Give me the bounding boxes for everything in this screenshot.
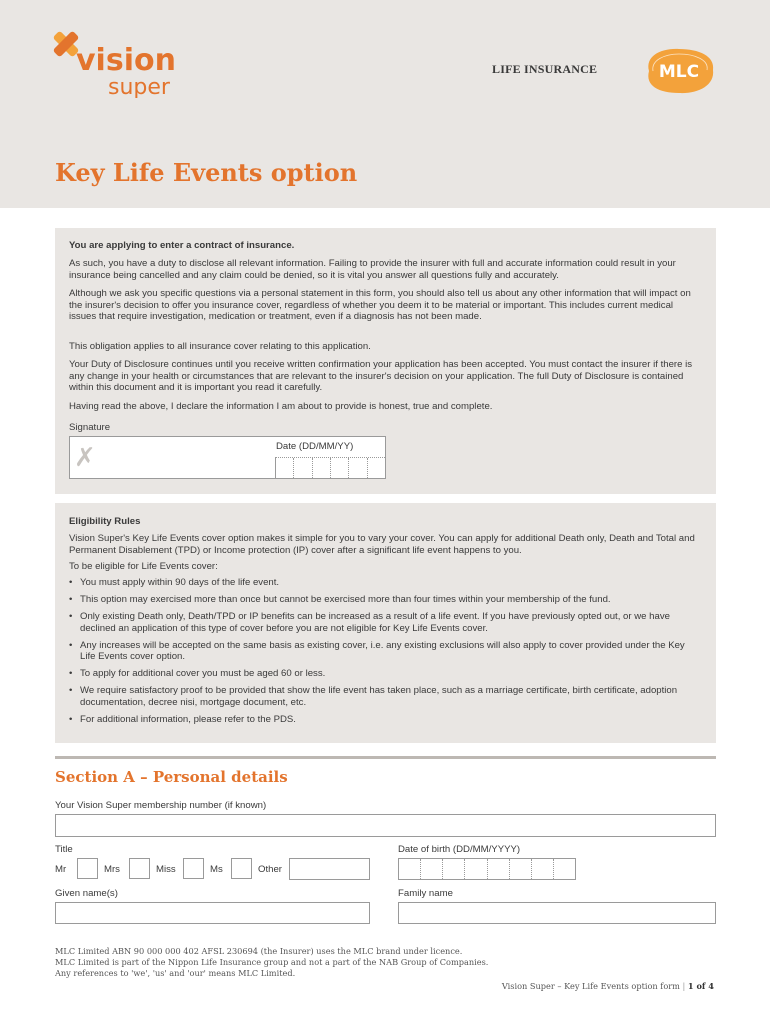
title-mr-checkbox[interactable] bbox=[77, 858, 98, 879]
dob-label: Date of birth (DD/MM/YYYY) bbox=[398, 844, 521, 855]
membership-number-input[interactable] bbox=[55, 814, 716, 837]
list-item: • You must apply within 90 days of the life event. bbox=[69, 577, 701, 589]
list-item: • Any increases will be accepted on the same basis as existing cover, i.e. any existing exclusions will also apply to cover provided under the Key Life Events cover option. bbox=[69, 640, 701, 663]
membership-label: Your Vision Super membership number (if known) bbox=[55, 800, 267, 811]
page-reference: Vision Super – Key Life Events option form | 1 of 4 bbox=[501, 981, 714, 991]
section-divider bbox=[55, 756, 716, 759]
date-label: Date (DD/MM/YY) bbox=[276, 441, 354, 452]
declaration-paragraph-4: Your Duty of Disclosure continues until you receive written confirmation your application has been accepted. You must contact the insurer if there is any change in your health or circumstances that are relevant to the insurer's decision on your application. The full Duty of Disclosure is contained within this document and it is important you read it carefully. bbox=[69, 359, 693, 393]
title-other-input[interactable] bbox=[289, 858, 370, 880]
signature-label: Signature bbox=[69, 422, 111, 433]
logo-text-super: super bbox=[108, 75, 170, 98]
signature-cross-icon: ✗ bbox=[74, 443, 96, 473]
life-insurance-label: LIFE INSURANCE bbox=[492, 62, 598, 76]
title-option-mrs-label: Mrs bbox=[104, 864, 120, 875]
declaration-paragraph-3: This obligation applies to all insurance cover relating to this application. bbox=[69, 341, 371, 352]
list-item: • For additional information, please refer to the PDS. bbox=[69, 714, 701, 726]
form-name: Vision Super – Key Life Events option form bbox=[501, 981, 680, 991]
footer-legal bbox=[55, 946, 488, 979]
title-option-ms-label: Ms bbox=[210, 864, 223, 875]
eligibility-heading: Eligibility Rules bbox=[69, 516, 141, 527]
mlc-logo-text: MLC bbox=[658, 62, 700, 82]
declaration-heading: You are applying to enter a contract of insurance. bbox=[69, 240, 295, 251]
title-mrs-checkbox[interactable] bbox=[129, 858, 150, 879]
eligibility-lead: To be eligible for Life Events cover: bbox=[69, 561, 218, 572]
list-item: • This option may exercised more than once but cannot be exercised more than four times within your membership of the fund. bbox=[69, 594, 701, 606]
page-title: Key Life Events option bbox=[55, 158, 358, 187]
declaration-panel bbox=[55, 228, 716, 494]
footer-line-2: MLC Limited is part of the Nippon Life Insurance group and not a part of the NAB Group of Companies. bbox=[55, 957, 489, 967]
eligibility-intro: Vision Super's Key Life Events cover option makes it simple for you to vary your cover. You can apply for additional Death only, Death and Total and Permanent Disablement (TPD) or Income protection (IP) cover after a significant life event happens to you. bbox=[69, 533, 695, 556]
date-input[interactable] bbox=[275, 457, 385, 478]
declaration-paragraph-2: Although we ask you specific questions via a personal statement in this form, you should also tell us about any other information that will impact on the insurer's decision to offer you insurance cover, regardless of whether you deem it to be material or important. This includes current medical issues that require investigation, medication or treatment, even if a diagnosis has not been made. bbox=[69, 288, 691, 322]
vision-super-logo bbox=[52, 26, 182, 98]
family-name-label: Family name bbox=[398, 888, 453, 899]
page-number: 1 of 4 bbox=[687, 981, 714, 991]
section-a-title: Section A – Personal details bbox=[55, 768, 288, 786]
date-of-birth-input[interactable] bbox=[398, 858, 576, 880]
given-name-input[interactable] bbox=[55, 902, 370, 924]
declaration-paragraph-5: Having read the above, I declare the information I am about to provide is honest, true and complete. bbox=[69, 401, 493, 412]
list-item: • Only existing Death only, Death/TPD or IP benefits can be increased as a result of a life event. If you have previously opted out, or we have declined an application of this type of cover before you are not eligible for Key Life Events cover. bbox=[69, 611, 701, 634]
title-option-other-label: Other bbox=[258, 864, 282, 875]
title-miss-checkbox[interactable] bbox=[183, 858, 204, 879]
given-name-label: Given name(s) bbox=[55, 888, 118, 899]
title-label: Title bbox=[55, 844, 73, 855]
footer-line-3: Any references to 'we', 'us' and 'our' means MLC Limited. bbox=[55, 968, 296, 978]
title-option-miss-label: Miss bbox=[156, 864, 176, 875]
list-item: • To apply for additional cover you must be aged 60 or less. bbox=[69, 668, 701, 680]
family-name-input[interactable] bbox=[398, 902, 716, 924]
eligibility-panel bbox=[55, 503, 716, 743]
title-ms-checkbox[interactable] bbox=[231, 858, 252, 879]
declaration-paragraph-1: As such, you have a duty to disclose all relevant information. Failing to provide the insurer with full and accurate information could result in your insurance being cancelled and any claim could be denied, so it is vital you answer all questions fully and accurately. bbox=[69, 258, 676, 281]
eligibility-list bbox=[69, 577, 701, 731]
signature-field[interactable] bbox=[69, 436, 386, 479]
list-item: • We require satisfactory proof to be provided that show the life event has taken place, such as a marriage certificate, birth certificate, adoption documentation, decree nisi, mortgage document, etc. bbox=[69, 685, 701, 708]
logo-text-vision: vision bbox=[76, 43, 176, 78]
title-option-mr-label: Mr bbox=[55, 864, 67, 875]
mlc-logo bbox=[641, 46, 717, 96]
footer-line-1: MLC Limited ABN 90 000 000 402 AFSL 230694 (the Insurer) uses the MLC brand under licence. bbox=[55, 946, 463, 956]
